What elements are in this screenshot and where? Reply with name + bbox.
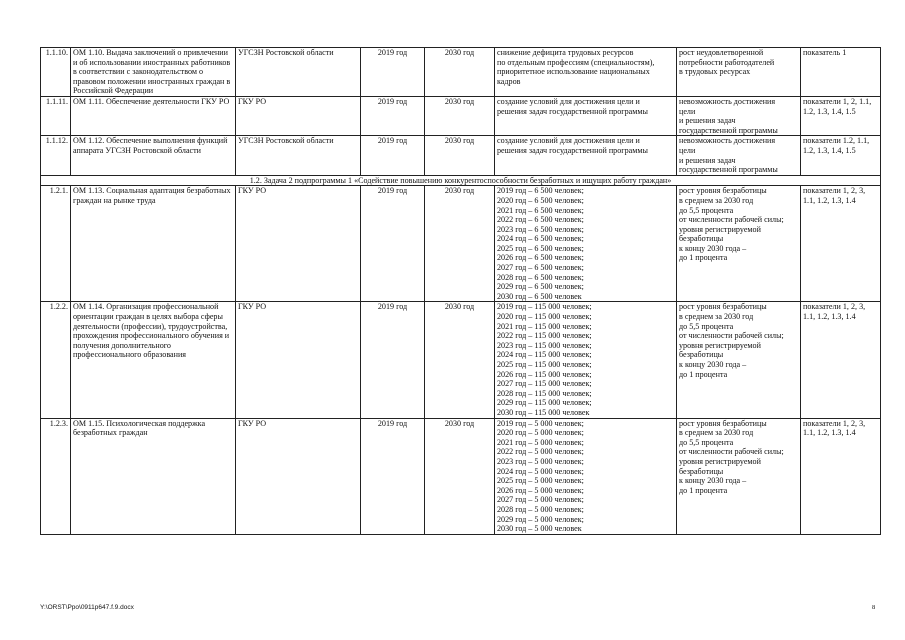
non-implementation-consequence-line: цели xyxy=(679,106,696,116)
row-number: 1.1.11. xyxy=(41,96,71,135)
indicator-link: показатели 1, 2, 3, 1.1, 1.2, 1.3, 1.4 xyxy=(801,418,881,534)
non-implementation-consequence-line: рост уровня безработицы xyxy=(679,302,767,312)
non-implementation-consequence-line: уровня регистрируемой xyxy=(679,224,761,234)
expected-result-line: 2027 год – 6 500 человек; xyxy=(497,263,584,273)
non-implementation-consequence-line: безработицы xyxy=(679,234,724,244)
expected-result-line: 2019 год – 5 000 человек; xyxy=(497,418,584,428)
table-row xyxy=(41,186,881,302)
executor: УГСЗН Ростовской области xyxy=(236,136,361,175)
task-heading-group xyxy=(41,175,881,186)
expected-result-line: 2026 год – 6 500 человек; xyxy=(497,253,584,263)
expected-result-line: 2021 год – 5 000 человек; xyxy=(497,437,584,447)
expected-result-line: снижение дефицита трудовых ресурсов xyxy=(497,48,634,57)
start-year: 2019 год xyxy=(361,136,425,175)
start-year: 2019 год xyxy=(361,302,425,418)
table-row xyxy=(41,96,881,135)
indicator-link: показатели 1, 2, 3, 1.1, 1.2, 1.3, 1.4 xyxy=(801,186,881,302)
expected-result-line: 2027 год – 5 000 человек; xyxy=(497,495,584,505)
executor: ГКУ РО xyxy=(236,186,361,302)
start-year: 2019 год xyxy=(361,48,425,97)
measure-name: ОМ 1.15. Психологическая поддержка безработных граждан xyxy=(71,418,236,534)
expected-result xyxy=(495,186,677,302)
indicator-link: показатель 1 xyxy=(801,48,881,97)
measure-name: ОМ 1.10. Выдача заключений о привлечении и об использовании иностранных работников в соответствии с законодательством о правовом положении иностранных граждан в Российской Федерации xyxy=(71,48,236,97)
measure-name: ОМ 1.13. Социальная адаптация безработных граждан на рынке труда xyxy=(71,186,236,302)
non-implementation-consequence xyxy=(677,302,801,418)
row-number: 1.2.3. xyxy=(41,418,71,534)
expected-result-line: 2030 год – 5 000 человек xyxy=(497,524,582,534)
table-row xyxy=(41,136,881,175)
expected-result-line: 2026 год – 5 000 человек; xyxy=(497,485,584,495)
task-heading: 1.2. Задача 2 подпрограммы 1 «Содействие повышению конкурентоспособности безработных и ищущих работу граждан» xyxy=(41,175,881,186)
expected-result-line: 2023 год – 115 000 человек; xyxy=(497,340,592,350)
expected-result-line: 2021 год – 6 500 человек; xyxy=(497,205,584,215)
non-implementation-consequence-line: невозможность достижения xyxy=(679,136,776,146)
end-year: 2030 год xyxy=(425,186,495,302)
expected-result xyxy=(495,96,677,135)
executor: ГКУ РО xyxy=(236,302,361,418)
table-body-task1 xyxy=(41,48,881,176)
non-implementation-consequence xyxy=(677,418,801,534)
expected-result-line: 2024 год – 115 000 человек; xyxy=(497,350,592,360)
row-number: 1.2.1. xyxy=(41,186,71,302)
non-implementation-consequence-line: в среднем за 2030 год xyxy=(679,312,754,322)
start-year: 2019 год xyxy=(361,186,425,302)
non-implementation-consequence-line: к концу 2030 года – xyxy=(679,476,747,486)
expected-result-line: по отдельным профессиям (специальностям), xyxy=(497,57,655,67)
expected-result-line: 2022 год – 115 000 человек; xyxy=(497,331,592,341)
non-implementation-consequence xyxy=(677,136,801,175)
end-year: 2030 год xyxy=(425,418,495,534)
non-implementation-consequence-line: к концу 2030 года – xyxy=(679,360,747,369)
expected-result-line: 2022 год – 5 000 человек; xyxy=(497,447,584,457)
expected-result-line: 2029 год – 6 500 человек; xyxy=(497,282,584,292)
expected-result-line: создание условий для достижения цели и xyxy=(497,136,640,146)
expected-result-line: 2030 год – 6 500 человек xyxy=(497,291,582,301)
expected-result-line: 2030 год – 115 000 человек xyxy=(497,407,590,417)
non-implementation-consequence-line: от численности рабочей силы; xyxy=(679,215,784,225)
expected-result xyxy=(495,302,677,418)
expected-result-line: 2022 год – 6 500 человек; xyxy=(497,215,584,225)
non-implementation-consequence-line: до 5,5 процента xyxy=(679,205,734,215)
end-year: 2030 год xyxy=(425,302,495,418)
non-implementation-consequence-line: рост неудовлетворенной xyxy=(679,48,764,57)
expected-result-line: 2025 год – 5 000 человек; xyxy=(497,476,584,486)
row-number: 1.1.12. xyxy=(41,136,71,175)
measure-name: ОМ 1.12. Обеспечение выполнения функций аппарата УГСЗН Ростовской области xyxy=(71,136,236,175)
non-implementation-consequence-line: к концу 2030 года – xyxy=(679,243,747,253)
expected-result xyxy=(495,136,677,175)
task-heading-row xyxy=(41,175,881,186)
expected-result-line: 2027 год – 115 000 человек; xyxy=(497,379,592,389)
expected-result-line: 2020 год – 6 500 человек; xyxy=(497,195,584,205)
expected-result-line: 2026 год – 115 000 человек; xyxy=(497,369,592,379)
end-year: 2030 год xyxy=(425,48,495,97)
expected-result-line: 2029 год – 115 000 человек; xyxy=(497,398,592,408)
expected-result-line: 2020 год – 115 000 человек; xyxy=(497,312,592,322)
expected-result-line: решения задач государственной программы xyxy=(497,106,648,116)
non-implementation-consequence-line: в среднем за 2030 год xyxy=(679,195,754,205)
expected-result-line: 2029 год – 5 000 человек; xyxy=(497,514,584,524)
expected-result-line: 2028 год – 6 500 человек; xyxy=(497,272,584,282)
expected-result-line: кадров xyxy=(497,76,521,86)
non-implementation-consequence xyxy=(677,186,801,302)
non-implementation-consequence-line: уровня регистрируемой xyxy=(679,456,761,466)
non-implementation-consequence-line: от численности рабочей силы; xyxy=(679,331,784,341)
non-implementation-consequence-line: от численности рабочей силы; xyxy=(679,447,784,457)
expected-result-line: 2023 год – 5 000 человек; xyxy=(497,456,584,466)
non-implementation-consequence-line: в трудовых ресурсах xyxy=(679,67,751,77)
expected-result-line: 2021 год – 115 000 человек; xyxy=(497,321,592,331)
expected-result-line: 2024 год – 6 500 человек; xyxy=(497,234,584,244)
non-implementation-consequence-line: потребности работодателей xyxy=(679,57,775,67)
non-implementation-consequence-line: уровня регистрируемой xyxy=(679,340,761,350)
expected-result-line: приоритетное использование национальных xyxy=(497,67,650,77)
table-row xyxy=(41,48,881,97)
expected-result-line: 2023 год – 6 500 человек; xyxy=(497,224,584,234)
non-implementation-consequence-line: и решения задач xyxy=(679,116,736,126)
non-implementation-consequence-line: рост уровня безработицы xyxy=(679,418,767,428)
expected-result xyxy=(495,418,677,534)
start-year: 2019 год xyxy=(361,96,425,135)
non-implementation-consequence-line: до 5,5 процента xyxy=(679,321,734,331)
non-implementation-consequence-line: до 1 процента xyxy=(679,369,728,379)
executor: УГСЗН Ростовской области xyxy=(236,48,361,97)
non-implementation-consequence-line: до 1 процента xyxy=(679,253,728,263)
end-year: 2030 год xyxy=(425,136,495,175)
non-implementation-consequence-line: рост уровня безработицы xyxy=(679,186,767,196)
file-path: Y:\ORST\Ppo\0911p647.f.9.docx xyxy=(40,604,134,611)
expected-result-line: создание условий для достижения цели и xyxy=(497,96,640,106)
indicator-link: показатели 1.2, 1.1, 1.2, 1.3, 1.4, 1.5 xyxy=(801,136,881,175)
indicator-link: показатели 1, 2, 1.1, 1.2, 1.3, 1.4, 1.5 xyxy=(801,96,881,135)
row-number: 1.2.2. xyxy=(41,302,71,418)
expected-result-line: 2028 год – 115 000 человек; xyxy=(497,388,592,398)
executor: ГКУ РО xyxy=(236,418,361,534)
table-row xyxy=(41,418,881,534)
expected-result-line: 2025 год – 6 500 человек; xyxy=(497,243,584,253)
expected-result xyxy=(495,48,677,97)
non-implementation-consequence-line: безработицы xyxy=(679,350,724,360)
non-implementation-consequence xyxy=(677,48,801,97)
non-implementation-consequence-line: в среднем за 2030 год xyxy=(679,428,754,438)
expected-result-line: решения задач государственной программы xyxy=(497,145,648,155)
non-implementation-consequence-line: государственной программы xyxy=(679,125,778,135)
indicator-link: показатели 1, 2, 3, 1.1, 1.2, 1.3, 1.4 xyxy=(801,302,881,418)
expected-result-line: 2024 год – 5 000 человек; xyxy=(497,466,584,476)
non-implementation-consequence-line: невозможность достижения xyxy=(679,96,776,106)
measure-name: ОМ 1.11. Обеспечение деятельности ГКУ РО xyxy=(71,96,236,135)
expected-result-line: 2019 год – 6 500 человек; xyxy=(497,186,584,196)
measure-name: ОМ 1.14. Организация профессиональной ориентации граждан в целях выбора сферы деятельности (профессии), трудоустройства, прохождения профессионального обучения и получения дополнительного профессионального образования xyxy=(71,302,236,418)
end-year: 2030 год xyxy=(425,96,495,135)
page-number: 8 xyxy=(872,604,876,611)
non-implementation-consequence-line: цели xyxy=(679,145,696,155)
non-implementation-consequence-line: государственной программы xyxy=(679,165,778,175)
non-implementation-consequence-line: безработицы xyxy=(679,466,724,476)
non-implementation-consequence-line: до 1 процента xyxy=(679,485,728,495)
expected-result-line: 2020 год – 5 000 человек; xyxy=(497,428,584,438)
start-year: 2019 год xyxy=(361,418,425,534)
expected-result-line: 2025 год – 115 000 человек; xyxy=(497,360,592,369)
table-row xyxy=(41,302,881,418)
row-number: 1.1.10. xyxy=(41,48,71,97)
measures-table xyxy=(40,47,881,535)
executor: ГКУ РО xyxy=(236,96,361,135)
non-implementation-consequence xyxy=(677,96,801,135)
table-body-task2 xyxy=(41,186,881,534)
expected-result-line: 2028 год – 5 000 человек; xyxy=(497,504,584,514)
non-implementation-consequence-line: и решения задач xyxy=(679,155,736,165)
expected-result-line: 2019 год – 115 000 человек; xyxy=(497,302,592,312)
non-implementation-consequence-line: до 5,5 процента xyxy=(679,437,734,447)
